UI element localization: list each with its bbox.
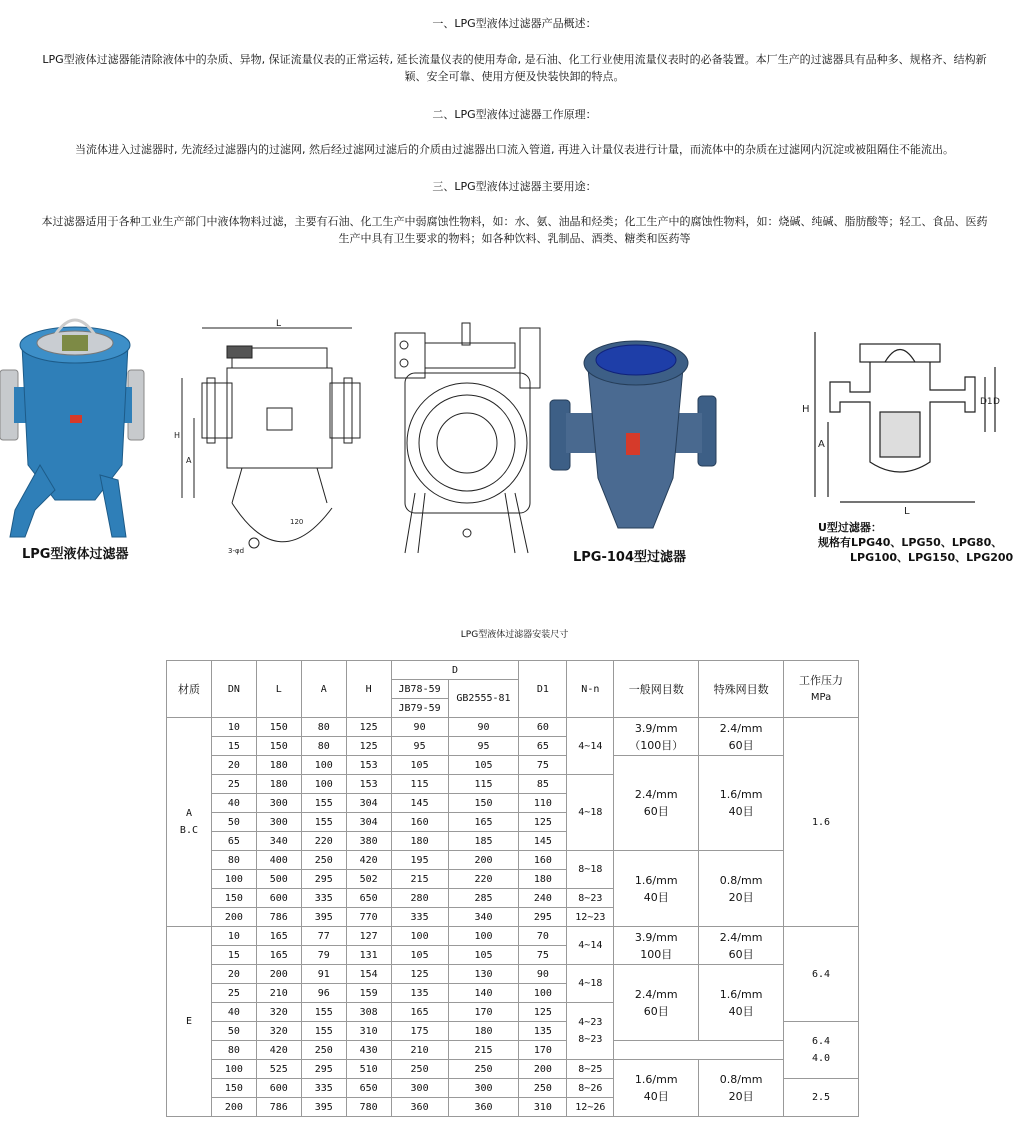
- table-cell: 180: [391, 832, 448, 851]
- table-cell: 250: [301, 1041, 346, 1060]
- table-cell: 154: [346, 965, 391, 984]
- table-cell: 95: [391, 737, 448, 756]
- table-cell: 335: [301, 889, 346, 908]
- table-cell: 105: [448, 946, 519, 965]
- lpg-104-filter-photo: [548, 328, 718, 538]
- mesh-cell: 3.9/mm 100目: [614, 927, 699, 965]
- pressure-cell: 6.4: [784, 927, 859, 1022]
- table-cell: 340: [448, 908, 519, 927]
- table-cell: 185: [448, 832, 519, 851]
- table-cell: 180: [448, 1022, 519, 1041]
- table-cell: 215: [448, 1041, 519, 1060]
- table-cell: 180: [256, 775, 301, 794]
- table-cell: 110: [519, 794, 567, 813]
- table-cell: 90: [448, 718, 519, 737]
- table-title: LPG型液体过滤器安装尺寸: [460, 630, 569, 640]
- table-cell: 90: [519, 965, 567, 984]
- table-cell: 91: [301, 965, 346, 984]
- nn-cell: 12~23: [567, 908, 614, 927]
- nn-cell: 4~18: [567, 965, 614, 1003]
- table-cell: 79: [301, 946, 346, 965]
- table-cell: 145: [519, 832, 567, 851]
- table-cell: 300: [256, 794, 301, 813]
- table-cell: 130: [448, 965, 519, 984]
- mesh-cell: 2.4/mm 60目: [614, 965, 699, 1041]
- table-cell: 195: [391, 851, 448, 870]
- table-cell: 70: [519, 927, 567, 946]
- mesh-cell: 1.6/mm 40目: [614, 851, 699, 927]
- table-cell: 80: [301, 737, 346, 756]
- spec-table: [166, 660, 859, 1117]
- table-cell: 165: [256, 946, 301, 965]
- table-cell: 96: [301, 984, 346, 1003]
- table-cell: 510: [346, 1060, 391, 1079]
- table-cell: 10: [211, 927, 256, 946]
- svg-text:D1: D1: [980, 397, 993, 407]
- table-cell: 250: [448, 1060, 519, 1079]
- table-cell: 310: [346, 1022, 391, 1041]
- table-cell: 20: [211, 756, 256, 775]
- table-cell: 420: [256, 1041, 301, 1060]
- table-cell: 200: [519, 1060, 567, 1079]
- table-cell: 127: [346, 927, 391, 946]
- table-cell: 50: [211, 813, 256, 832]
- header-material: 材质: [167, 661, 212, 718]
- table-cell: 335: [301, 1079, 346, 1098]
- nn-cell: 8~25: [567, 1060, 614, 1079]
- svg-text:L: L: [276, 319, 282, 329]
- caption-lpg-104: LPG-104型过滤器: [573, 550, 687, 565]
- header-d-jb79: JB79-59: [391, 699, 448, 718]
- table-cell: 395: [301, 908, 346, 927]
- nn-cell: 8~26: [567, 1079, 614, 1098]
- header-a: A: [301, 661, 346, 718]
- table-cell: 165: [256, 927, 301, 946]
- table-cell: 155: [301, 794, 346, 813]
- table-cell: 786: [256, 908, 301, 927]
- header-d-jb78: JB78-59: [391, 680, 448, 699]
- table-cell: 200: [256, 965, 301, 984]
- table-cell: 650: [346, 889, 391, 908]
- table-cell: 75: [519, 946, 567, 965]
- table-cell: 159: [346, 984, 391, 1003]
- table-cell: 340: [256, 832, 301, 851]
- header-special-mesh: 特殊网目数: [699, 661, 784, 718]
- table-cell: 400: [256, 851, 301, 870]
- material-e-cell: E: [167, 927, 212, 1117]
- table-cell: 125: [346, 737, 391, 756]
- table-cell: 40: [211, 1003, 256, 1022]
- nn-cell: 8~23: [567, 889, 614, 908]
- table-cell: 65: [519, 737, 567, 756]
- table-cell: 240: [519, 889, 567, 908]
- table-cell: 25: [211, 984, 256, 1003]
- table-cell: 200: [448, 851, 519, 870]
- table-cell: 140: [448, 984, 519, 1003]
- table-cell: 335: [391, 908, 448, 927]
- table-cell: 210: [391, 1041, 448, 1060]
- nn-cell: 4~14: [567, 927, 614, 965]
- table-cell: 650: [346, 1079, 391, 1098]
- svg-text:120: 120: [290, 518, 304, 526]
- table-cell: 180: [519, 870, 567, 889]
- table-cell: 135: [391, 984, 448, 1003]
- technical-drawing-side: [390, 318, 550, 558]
- table-cell: 150: [448, 794, 519, 813]
- table-cell: 295: [519, 908, 567, 927]
- table-cell: 105: [391, 946, 448, 965]
- technical-drawing-front: [172, 318, 372, 558]
- table-cell: 210: [256, 984, 301, 1003]
- table-cell: 320: [256, 1022, 301, 1041]
- table-cell: 80: [211, 1041, 256, 1060]
- table-cell: 100: [301, 756, 346, 775]
- table-cell: 90: [391, 718, 448, 737]
- table-cell: 525: [256, 1060, 301, 1079]
- table-cell: 15: [211, 737, 256, 756]
- table-cell: 320: [256, 1003, 301, 1022]
- table-cell: 100: [211, 1060, 256, 1079]
- special-mesh-cell: 0.8/mm 20目: [699, 851, 784, 927]
- table-cell: 304: [346, 794, 391, 813]
- table-cell: 220: [448, 870, 519, 889]
- nn-cell: 4~14: [567, 718, 614, 775]
- nn-cell: 4~23 8~23: [567, 1003, 614, 1060]
- header-mesh: 一般网目数: [614, 661, 699, 718]
- table-cell: 105: [391, 756, 448, 775]
- table-cell: 600: [256, 1079, 301, 1098]
- table-cell: 125: [346, 718, 391, 737]
- table-cell: 77: [301, 927, 346, 946]
- special-mesh-cell: 1.6/mm 40目: [699, 965, 784, 1041]
- table-cell: 65: [211, 832, 256, 851]
- table-cell: 170: [448, 1003, 519, 1022]
- table-cell: 80: [211, 851, 256, 870]
- heading-usage: 三、LPG型液体过滤器主要用途：: [432, 180, 597, 193]
- lpg-filter-photo: [0, 305, 150, 545]
- table-cell: 160: [519, 851, 567, 870]
- table-cell: 155: [301, 1022, 346, 1041]
- table-cell: 786: [256, 1098, 301, 1117]
- table-cell: 395: [301, 1098, 346, 1117]
- table-cell: 60: [519, 718, 567, 737]
- usage-line-1: 本过滤器适用于各种工业生产部门中液体物料过滤，主要有石油、化工生产中弱腐蚀性物料，如：水、氨、油晶和烃类；化工生产中的腐蚀性物料，如：烧碱、纯碱、脂肪酸等；轻工、食品、医药: [41, 215, 988, 228]
- u-filter-caption-1: U型过滤器：: [818, 521, 882, 534]
- table-cell: 360: [391, 1098, 448, 1117]
- table-cell: 250: [519, 1079, 567, 1098]
- mesh-cell: 2.4/mm 60目: [614, 756, 699, 851]
- nn-cell: 12~26: [567, 1098, 614, 1117]
- table-cell: 250: [301, 851, 346, 870]
- table-cell: 100: [211, 870, 256, 889]
- table-cell: 430: [346, 1041, 391, 1060]
- header-dn: DN: [211, 661, 256, 718]
- caption-lpg-filter: LPG型液体过滤器: [22, 547, 129, 562]
- table-cell: 250: [391, 1060, 448, 1079]
- table-cell: 150: [211, 889, 256, 908]
- table-cell: 295: [301, 870, 346, 889]
- nn-cell: 8~18: [567, 851, 614, 889]
- overview-line-1: LPG型液体过滤器能清除液体中的杂质、异物, 保证流量仪表的正常运转, 延长流量仪表的使用寿命, 是石油、化工行业使用流量仪表时的必备装置。本厂生产的过滤器具有品种多、规格齐、结构新: [42, 53, 987, 66]
- header-pressure: 工作压力 MPa: [784, 661, 859, 718]
- svg-text:H: H: [802, 404, 810, 415]
- table-cell: 295: [301, 1060, 346, 1079]
- table-cell: 150: [256, 718, 301, 737]
- table-cell: 105: [448, 756, 519, 775]
- table-cell: 780: [346, 1098, 391, 1117]
- table-cell: 100: [448, 927, 519, 946]
- header-l: L: [256, 661, 301, 718]
- table-cell: 285: [448, 889, 519, 908]
- nn-cell: 4~18: [567, 775, 614, 851]
- svg-text:A: A: [818, 439, 825, 450]
- table-cell: 40: [211, 794, 256, 813]
- usage-line-2: 生产中具有卫生要求的物料；如各种饮料、乳制品、酒类、糖类和医药等: [338, 232, 691, 245]
- table-cell: 145: [391, 794, 448, 813]
- table-cell: 502: [346, 870, 391, 889]
- table-cell: 115: [448, 775, 519, 794]
- table-cell: 95: [448, 737, 519, 756]
- table-cell: 770: [346, 908, 391, 927]
- table-cell: 150: [256, 737, 301, 756]
- table-cell: 100: [391, 927, 448, 946]
- header-d: D: [391, 661, 519, 680]
- svg-text:L: L: [904, 506, 910, 517]
- mesh-cell: 3.9/mm （100目）: [614, 718, 699, 756]
- table-cell: 500: [256, 870, 301, 889]
- table-cell: 300: [256, 813, 301, 832]
- table-cell: 220: [301, 832, 346, 851]
- table-cell: 135: [519, 1022, 567, 1041]
- table-cell: 15: [211, 946, 256, 965]
- mesh-cell: 1.6/mm 40目: [614, 1060, 699, 1117]
- header-h: H: [346, 661, 391, 718]
- table-cell: 131: [346, 946, 391, 965]
- table-cell: 20: [211, 965, 256, 984]
- table-cell: 310: [519, 1098, 567, 1117]
- u-filter-drawing: [800, 322, 1010, 517]
- table-cell: 300: [448, 1079, 519, 1098]
- table-cell: 75: [519, 756, 567, 775]
- header-d1: D1: [519, 661, 567, 718]
- pressure-cell: 2.5: [784, 1079, 859, 1117]
- table-cell: 165: [448, 813, 519, 832]
- u-filter-caption-3: LPG100、LPG150、LPG200: [850, 551, 1014, 564]
- table-cell: 180: [256, 756, 301, 775]
- special-mesh-cell: 1.6/mm 40目: [699, 756, 784, 851]
- table-cell: 300: [391, 1079, 448, 1098]
- table-cell: 115: [391, 775, 448, 794]
- table-cell: 308: [346, 1003, 391, 1022]
- table-cell: 280: [391, 889, 448, 908]
- table-cell: 175: [391, 1022, 448, 1041]
- table-cell: 153: [346, 775, 391, 794]
- table-cell: 170: [519, 1041, 567, 1060]
- overview-line-2: 颖、安全可靠、使用方便及快装快卸的特点。: [404, 70, 625, 83]
- table-cell: 50: [211, 1022, 256, 1041]
- table-cell: 150: [211, 1079, 256, 1098]
- table-cell: 360: [448, 1098, 519, 1117]
- material-a-cell: A B.C: [167, 718, 212, 927]
- table-cell: 200: [211, 1098, 256, 1117]
- table-cell: 420: [346, 851, 391, 870]
- table-cell: 10: [211, 718, 256, 737]
- table-cell: 165: [391, 1003, 448, 1022]
- principle-line-1: 当流体进入过滤器时, 先流经过滤器内的过滤网, 然后经过滤网过滤后的介质由过滤器出口流入管道, 再进入计量仪表进行计量，而流体中的杂质在过滤网内沉淀或被阻隔住不能流出。: [75, 143, 954, 156]
- table-cell: 80: [301, 718, 346, 737]
- table-cell: 153: [346, 756, 391, 775]
- svg-text:A: A: [186, 456, 192, 465]
- table-cell: 155: [301, 1003, 346, 1022]
- heading-principle: 二、LPG型液体过滤器工作原理：: [432, 108, 597, 121]
- table-cell: 160: [391, 813, 448, 832]
- table-cell: 215: [391, 870, 448, 889]
- table-cell: 380: [346, 832, 391, 851]
- pressure-cell: 1.6: [784, 718, 859, 927]
- header-d-gb: GB2555-81: [448, 680, 519, 718]
- special-mesh-cell: 2.4/mm 60目: [699, 718, 784, 756]
- table-cell: 85: [519, 775, 567, 794]
- pressure-cell: 6.4 4.0: [784, 1022, 859, 1079]
- table-cell: 125: [519, 1003, 567, 1022]
- u-filter-caption-2: 规格有LPG40、LPG50、LPG80、: [818, 536, 1003, 549]
- svg-text:D: D: [993, 397, 1000, 407]
- heading-overview: 一、LPG型液体过滤器产品概述：: [432, 17, 597, 30]
- table-cell: 304: [346, 813, 391, 832]
- table-cell: 125: [519, 813, 567, 832]
- svg-text:H: H: [174, 431, 181, 440]
- svg-text:3-φd: 3-φd: [228, 547, 245, 555]
- table-cell: 125: [391, 965, 448, 984]
- table-cell: 100: [301, 775, 346, 794]
- table-cell: 600: [256, 889, 301, 908]
- special-mesh-cell: 0.8/mm 20目: [699, 1060, 784, 1117]
- table-cell: 25: [211, 775, 256, 794]
- table-cell: 100: [519, 984, 567, 1003]
- table-cell: 155: [301, 813, 346, 832]
- table-cell: 200: [211, 908, 256, 927]
- header-nn: N-n: [567, 661, 614, 718]
- special-mesh-cell: 2.4/mm 60目: [699, 927, 784, 965]
